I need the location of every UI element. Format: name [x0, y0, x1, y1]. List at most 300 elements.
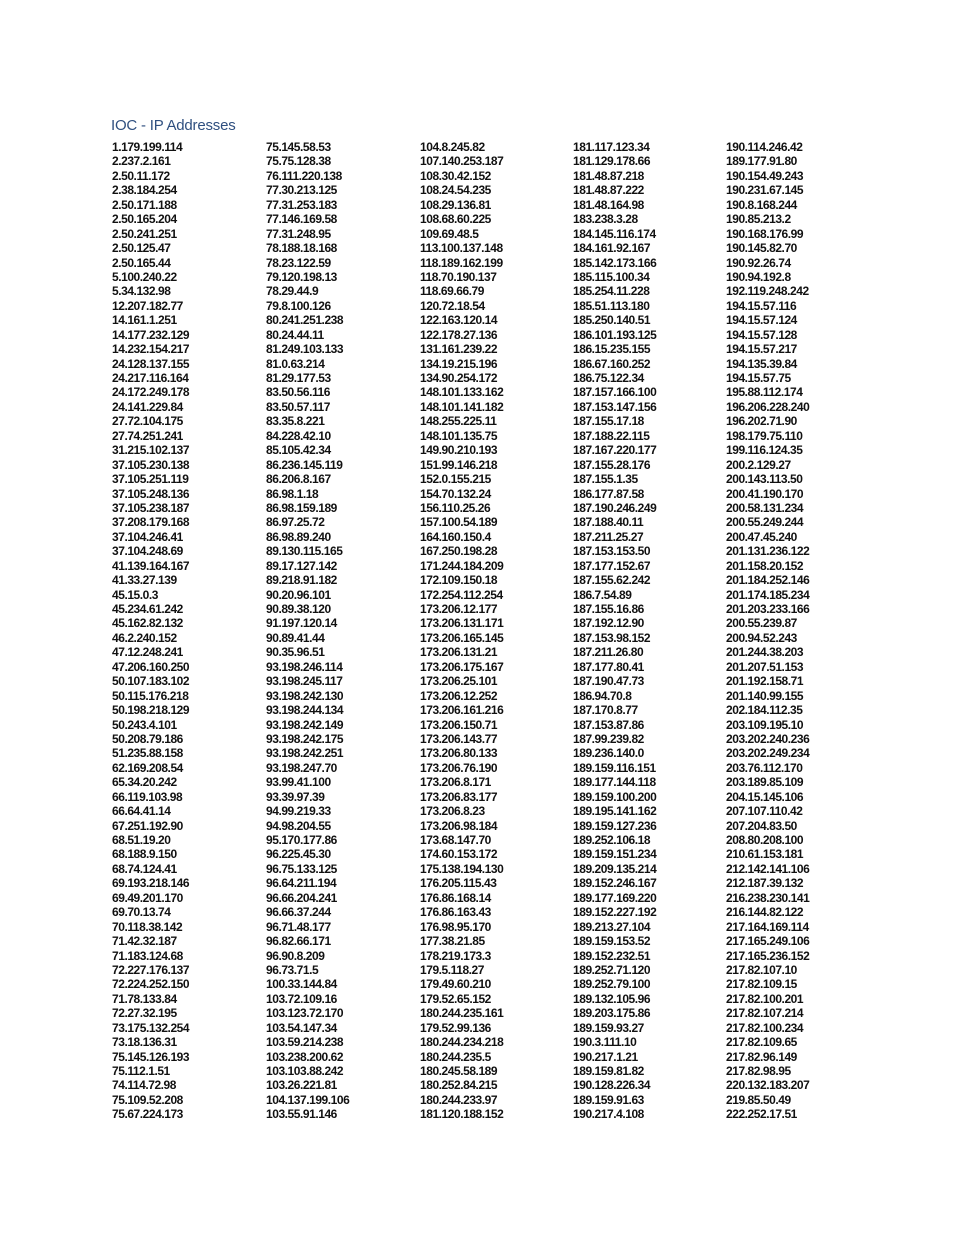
ip-address: 187.153.87.86	[573, 717, 644, 732]
ip-address: 152.0.155.215	[420, 472, 491, 487]
ip-address: 83.50.56.116	[266, 385, 331, 400]
ip-address: 189.213.27.104	[573, 919, 651, 934]
ip-address: 190.145.82.70	[726, 241, 797, 256]
ip-address: 194.15.57.124	[726, 313, 797, 328]
ip-address: 189.159.93.27	[573, 1020, 644, 1035]
ip-address: 187.211.26.80	[573, 645, 644, 660]
ip-address: 91.197.120.14	[266, 616, 337, 631]
ip-address: 186.177.87.58	[573, 486, 644, 501]
ip-address: 93.198.244.134	[266, 703, 344, 718]
ip-address: 173.206.175.167	[420, 659, 504, 674]
ip-address: 185.254.11.228	[573, 284, 650, 299]
ip-address: 37.105.238.187	[112, 500, 190, 515]
ip-address: 173.206.12.252	[420, 688, 498, 703]
ip-address: 171.244.184.209	[420, 558, 504, 573]
ip-address: 180.245.58.189	[420, 1064, 498, 1078]
ip-column-5	[726, 140, 809, 1122]
ip-address: 50.198.218.129	[112, 703, 190, 718]
ip-address: 85.105.42.34	[266, 443, 331, 458]
ip-address: 217.82.100.234	[726, 1020, 804, 1035]
ip-address: 2.50.125.47	[112, 241, 171, 256]
ip-address: 37.104.246.41	[112, 529, 183, 544]
ip-address: 176.98.95.170	[420, 919, 491, 934]
ip-address: 37.208.179.168	[112, 515, 190, 530]
ip-address: 93.39.97.39	[266, 789, 325, 804]
ip-address: 2.237.2.161	[112, 154, 171, 169]
ip-address: 68.188.9.150	[112, 847, 177, 862]
ip-address: 217.165.249.106	[726, 934, 810, 949]
ip-address: 183.238.3.28	[573, 212, 638, 227]
ip-address: 175.138.194.130	[420, 861, 504, 876]
ip-column-4	[573, 140, 656, 1122]
ip-address: 200.94.52.243	[726, 630, 797, 645]
ip-address: 189.177.144.118	[573, 775, 656, 790]
ip-address: 173.206.150.71	[420, 717, 498, 732]
ip-address: 189.159.127.236	[573, 818, 657, 833]
ip-address: 51.235.88.158	[112, 746, 183, 761]
ip-address: 178.219.173.3	[420, 948, 491, 963]
ip-address: 67.251.192.90	[112, 818, 183, 833]
ip-address: 216.238.230.141	[726, 890, 810, 905]
ip-address: 75.112.1.51	[112, 1064, 170, 1078]
ip-address: 2.50.171.188	[112, 197, 177, 212]
ip-address: 179.49.60.210	[420, 977, 491, 992]
ip-address: 72.227.176.137	[112, 962, 190, 977]
ip-address: 122.163.120.14	[420, 313, 498, 328]
ip-address: 94.99.219.33	[266, 804, 331, 819]
ip-address: 62.169.208.54	[112, 760, 183, 775]
ip-address: 173.206.12.177	[420, 602, 498, 616]
ip-address: 93.198.242.175	[266, 731, 344, 746]
ip-address: 217.82.107.214	[726, 1006, 804, 1021]
ip-address: 86.206.8.167	[266, 472, 331, 487]
ip-address: 179.52.65.152	[420, 991, 491, 1006]
ip-address: 176.86.168.14	[420, 890, 491, 905]
ip-address: 93.198.246.114	[266, 659, 343, 674]
ip-address: 180.244.235.161	[420, 1006, 504, 1021]
ip-address: 24.141.229.84	[112, 399, 183, 414]
ip-address: 41.33.27.139	[112, 573, 177, 588]
ip-address: 187.170.8.77	[573, 703, 638, 718]
ip-address: 187.153.98.152	[573, 630, 651, 645]
ip-address: 201.207.51.153	[726, 659, 804, 674]
ip-address: 189.152.227.192	[573, 905, 657, 920]
ip-address: 207.107.110.42	[726, 804, 803, 819]
ip-address: 185.51.113.180	[573, 298, 650, 313]
ip-address: 189.236.140.0	[573, 746, 644, 761]
ip-address: 180.244.235.5	[420, 1049, 491, 1064]
ip-address: 104.8.245.82	[420, 140, 485, 154]
ip-address: 190.217.4.108	[573, 1107, 644, 1122]
ip-address: 217.82.98.95	[726, 1064, 791, 1078]
ip-address: 90.20.96.101	[266, 587, 331, 602]
ip-address: 118.70.190.137	[420, 269, 497, 284]
ip-address: 196.202.71.90	[726, 414, 797, 429]
ip-address: 187.190.47.73	[573, 674, 644, 689]
page-title: IOC - IP Addresses	[111, 117, 236, 134]
ip-address: 5.100.240.22	[112, 269, 177, 284]
ip-address: 81.29.177.53	[266, 371, 331, 385]
ip-address: 14.177.232.129	[112, 327, 190, 342]
ip-address: 46.2.240.152	[112, 630, 177, 645]
ip-address: 24.217.116.164	[112, 371, 189, 385]
ip-address: 93.198.245.117	[266, 674, 343, 689]
ip-address: 41.139.164.167	[112, 558, 190, 573]
ip-address: 180.252.84.215	[420, 1078, 498, 1093]
ip-address: 202.184.112.35	[726, 703, 803, 718]
ip-address: 190.217.1.21	[573, 1049, 638, 1064]
ip-address: 187.99.239.82	[573, 731, 644, 746]
ip-address: 89.218.91.182	[266, 573, 337, 588]
ip-address: 179.5.118.27	[420, 962, 485, 977]
ip-address: 68.74.124.41	[112, 861, 177, 876]
ip-address: 208.80.208.100	[726, 833, 804, 847]
ip-address: 2.50.11.172	[112, 168, 170, 183]
ip-address: 173.68.147.70	[420, 833, 491, 847]
ip-address: 50.107.183.102	[112, 674, 190, 689]
ip-address: 103.26.221.81	[266, 1078, 337, 1093]
ip-address: 31.215.102.137	[112, 443, 190, 458]
ip-address: 217.164.169.114	[726, 919, 809, 934]
ip-address: 103.238.200.62	[266, 1049, 344, 1064]
ip-address: 27.74.251.241	[112, 428, 183, 443]
ip-address: 201.174.185.234	[726, 587, 810, 602]
ip-address: 186.101.193.125	[573, 327, 657, 342]
ip-address: 37.105.230.138	[112, 457, 190, 472]
ip-address: 189.152.232.51	[573, 948, 651, 963]
ip-address: 93.198.247.70	[266, 760, 337, 775]
ip-address: 200.58.131.234	[726, 500, 804, 515]
ip-address: 200.47.45.240	[726, 529, 797, 544]
ip-address: 118.69.66.79	[420, 284, 485, 299]
ip-address: 113.100.137.148	[420, 241, 503, 256]
ip-address: 187.153.153.50	[573, 544, 651, 559]
ip-address: 122.178.27.136	[420, 327, 498, 342]
ip-address: 103.72.109.16	[266, 991, 337, 1006]
ip-address: 190.3.111.10	[573, 1035, 637, 1050]
ip-address: 131.161.239.22	[420, 342, 498, 357]
ip-address: 194.15.57.128	[726, 327, 797, 342]
ip-address: 217.82.109.15	[726, 977, 797, 992]
ip-address: 186.7.54.89	[573, 587, 632, 602]
ip-address: 2.38.184.254	[112, 183, 177, 198]
ip-address: 69.70.13.74	[112, 905, 171, 920]
ip-address: 176.205.115.43	[420, 876, 497, 891]
ip-address: 185.142.173.166	[573, 255, 657, 270]
ip-address: 148.101.135.75	[420, 428, 498, 443]
ip-address: 190.85.213.2	[726, 212, 791, 227]
ip-address: 189.252.71.120	[573, 962, 651, 977]
ip-address: 180.244.233.97	[420, 1092, 498, 1107]
ip-address: 108.24.54.235	[420, 183, 491, 198]
ip-address: 173.206.83.177	[420, 789, 498, 804]
ip-address: 93.99.41.100	[266, 775, 331, 790]
ip-address: 173.206.165.145	[420, 630, 504, 645]
ip-address: 45.162.82.132	[112, 616, 183, 631]
ip-address: 83.35.8.221	[266, 414, 325, 429]
ip-address: 189.159.153.52	[573, 934, 651, 949]
ip-address: 157.100.54.189	[420, 515, 498, 530]
ip-address: 189.195.141.162	[573, 804, 657, 819]
ip-address: 199.116.124.35	[726, 443, 803, 458]
ip-address: 154.70.132.24	[420, 486, 491, 501]
ip-address: 96.73.71.5	[266, 962, 319, 977]
ip-address: 186.67.160.252	[573, 356, 651, 371]
ip-address: 1.179.199.114	[112, 140, 183, 154]
ip-address: 173.206.143.77	[420, 731, 498, 746]
ip-address: 173.206.98.184	[420, 818, 498, 833]
ip-address: 192.119.248.242	[726, 284, 809, 299]
ip-address: 194.15.57.75	[726, 371, 791, 385]
ip-address: 78.23.122.59	[266, 255, 331, 270]
ip-address: 173.206.131.171	[420, 616, 504, 631]
ip-address: 173.206.25.101	[420, 674, 498, 689]
ip-address: 184.161.92.167	[573, 241, 651, 256]
ip-address: 75.145.58.53	[266, 140, 331, 154]
ip-address: 189.177.91.80	[726, 154, 797, 169]
ip-address: 118.189.162.199	[420, 255, 503, 270]
ip-address: 66.64.41.14	[112, 804, 171, 819]
ip-address: 187.192.12.90	[573, 616, 644, 631]
ip-address: 103.103.88.242	[266, 1064, 344, 1078]
ip-address: 180.244.234.218	[420, 1035, 504, 1050]
ip-address: 187.157.166.100	[573, 385, 657, 400]
ip-address: 37.105.248.136	[112, 486, 190, 501]
ip-address: 80.241.251.238	[266, 313, 344, 328]
ip-address: 75.145.126.193	[112, 1049, 190, 1064]
ip-address: 151.99.146.218	[420, 457, 498, 472]
ip-address: 86.98.1.18	[266, 486, 319, 501]
ip-address: 201.192.158.71	[726, 674, 804, 689]
ip-column-3	[420, 140, 503, 1122]
ip-address: 203.76.112.170	[726, 760, 803, 775]
ip-address: 220.132.183.207	[726, 1078, 810, 1093]
ip-address: 200.2.129.27	[726, 457, 791, 472]
ip-address: 173.206.131.21	[420, 645, 498, 660]
ip-address: 86.97.25.72	[266, 515, 325, 530]
ip-address: 187.167.220.177	[573, 443, 657, 458]
ip-address: 72.224.252.150	[112, 977, 190, 992]
ip-address: 109.69.48.5	[420, 226, 479, 241]
ip-address: 173.206.8.23	[420, 804, 485, 819]
ip-address: 84.228.42.10	[266, 428, 331, 443]
ip-address: 201.131.236.122	[726, 544, 810, 559]
ip-address: 86.98.159.189	[266, 500, 337, 515]
ip-address: 190.128.226.34	[573, 1078, 651, 1093]
ip-address: 187.188.40.11	[573, 515, 644, 530]
ip-address: 77.31.253.183	[266, 197, 337, 212]
ip-address: 72.27.32.195	[112, 1006, 177, 1021]
ip-address: 190.114.246.42	[726, 140, 803, 154]
ip-address: 103.54.147.34	[266, 1020, 337, 1035]
ip-address: 200.55.239.87	[726, 616, 797, 631]
ip-address: 50.208.79.186	[112, 731, 183, 746]
ip-address: 12.207.182.77	[112, 298, 183, 313]
ip-address: 184.145.116.174	[573, 226, 656, 241]
ip-address: 24.128.137.155	[112, 356, 190, 371]
ip-address: 217.82.109.65	[726, 1035, 797, 1050]
ip-address: 96.225.45.30	[266, 847, 331, 862]
ip-address: 164.160.150.4	[420, 529, 491, 544]
ip-address: 73.18.136.31	[112, 1035, 177, 1050]
ip-address: 2.50.241.251	[112, 226, 177, 241]
ip-address: 172.109.150.18	[420, 573, 498, 588]
ip-address: 96.66.204.241	[266, 890, 337, 905]
ip-address: 68.51.19.20	[112, 833, 171, 847]
ip-address: 187.155.62.242	[573, 573, 651, 588]
ip-address: 198.179.75.110	[726, 428, 803, 443]
ip-address: 93.198.242.149	[266, 717, 344, 732]
ip-address: 190.168.176.99	[726, 226, 804, 241]
ip-address: 185.250.140.51	[573, 313, 651, 328]
ip-address: 177.38.21.85	[420, 934, 485, 949]
ip-address: 45.234.61.242	[112, 602, 183, 616]
ip-address: 217.82.96.149	[726, 1049, 797, 1064]
ip-address: 69.193.218.146	[112, 876, 190, 891]
ip-address: 100.33.144.84	[266, 977, 337, 992]
ip-address: 89.17.127.142	[266, 558, 337, 573]
ip-address: 75.109.52.208	[112, 1092, 183, 1107]
ip-address: 203.189.85.109	[726, 775, 804, 790]
ip-column-2	[266, 140, 349, 1122]
ip-address: 187.177.80.41	[573, 659, 644, 674]
ip-address: 45.15.0.3	[112, 587, 158, 602]
ip-address: 73.175.132.254	[112, 1020, 190, 1035]
ip-address: 190.231.67.145	[726, 183, 804, 198]
ip-address: 108.30.42.152	[420, 168, 491, 183]
ip-address: 71.78.133.84	[112, 991, 177, 1006]
ip-address: 203.109.195.10	[726, 717, 804, 732]
ip-address: 70.118.38.142	[112, 919, 183, 934]
ip-address: 181.129.178.66	[573, 154, 651, 169]
ip-address: 187.188.22.115	[573, 428, 650, 443]
ip-address: 89.130.115.165	[266, 544, 343, 559]
ip-address: 181.120.188.152	[420, 1107, 504, 1122]
ip-address: 14.161.1.251	[112, 313, 177, 328]
ip-address: 75.75.128.38	[266, 154, 331, 169]
ip-address: 217.82.100.201	[726, 991, 804, 1006]
ip-address: 186.15.235.155	[573, 342, 651, 357]
ip-address: 189.132.105.96	[573, 991, 651, 1006]
ip-address: 96.64.211.194	[266, 876, 337, 891]
ip-address: 50.115.176.218	[112, 688, 189, 703]
ip-address: 108.68.60.225	[420, 212, 491, 227]
ip-address: 96.71.48.177	[266, 919, 331, 934]
ip-address: 201.184.252.146	[726, 573, 810, 588]
ip-address: 190.94.192.8	[726, 269, 791, 284]
ip-address: 196.206.228.240	[726, 399, 810, 414]
ip-address: 134.19.215.196	[420, 356, 498, 371]
ip-address: 90.89.41.44	[266, 630, 325, 645]
ip-address: 201.140.99.155	[726, 688, 804, 703]
ip-address: 149.90.210.193	[420, 443, 498, 458]
ip-address: 14.232.154.217	[112, 342, 190, 357]
ip-address: 156.110.25.26	[420, 500, 491, 515]
ip-address: 120.72.18.54	[420, 298, 485, 313]
ip-address: 174.60.153.172	[420, 847, 498, 862]
ip-address: 194.15.57.217	[726, 342, 797, 357]
ip-address: 187.190.246.249	[573, 500, 657, 515]
ip-address: 219.85.50.49	[726, 1092, 791, 1107]
ip-address: 200.143.113.50	[726, 472, 803, 487]
ip-address: 189.152.246.167	[573, 876, 657, 891]
ip-address: 78.29.44.9	[266, 284, 319, 299]
ip-address: 103.55.91.146	[266, 1107, 337, 1122]
ip-address: 187.155.16.86	[573, 602, 644, 616]
ip-address: 181.48.87.218	[573, 168, 644, 183]
ip-address: 80.24.44.11	[266, 327, 324, 342]
ip-address: 107.140.253.187	[420, 154, 504, 169]
ip-address: 86.236.145.119	[266, 457, 343, 472]
ip-address: 189.159.81.82	[573, 1064, 644, 1078]
ip-address: 71.42.32.187	[112, 934, 177, 949]
ip-address: 66.119.103.98	[112, 789, 183, 804]
ip-address: 37.104.248.69	[112, 544, 183, 559]
ip-address: 90.89.38.120	[266, 602, 331, 616]
ip-address: 94.98.204.55	[266, 818, 331, 833]
ip-address: 173.206.76.190	[420, 760, 498, 775]
ip-address: 181.48.164.98	[573, 197, 644, 212]
ip-address: 24.172.249.178	[112, 385, 190, 400]
ip-address: 148.255.225.11	[420, 414, 497, 429]
ip-address: 200.41.190.170	[726, 486, 804, 501]
ip-address: 186.75.122.34	[573, 371, 644, 385]
ip-address: 78.188.18.168	[266, 241, 337, 256]
ip-address: 189.177.169.220	[573, 890, 657, 905]
ip-address: 172.254.112.254	[420, 587, 503, 602]
ip-address: 217.165.236.152	[726, 948, 810, 963]
ip-address: 187.155.1.35	[573, 472, 638, 487]
ip-address: 108.29.136.81	[420, 197, 491, 212]
ip-address: 187.155.17.18	[573, 414, 644, 429]
ip-address: 190.8.168.244	[726, 197, 797, 212]
ip-address: 194.135.39.84	[726, 356, 797, 371]
ip-address: 93.198.242.251	[266, 746, 344, 761]
ip-address: 148.101.133.162	[420, 385, 504, 400]
ip-address: 77.31.248.95	[266, 226, 331, 241]
ip-address: 195.88.112.174	[726, 385, 803, 400]
ip-address: 76.111.220.138	[266, 168, 342, 183]
ip-address: 103.123.72.170	[266, 1006, 344, 1021]
ip-address: 201.158.20.152	[726, 558, 804, 573]
ip-address: 173.206.8.171	[420, 775, 491, 790]
ip-address: 83.50.57.117	[266, 399, 331, 414]
ip-address: 190.154.49.243	[726, 168, 804, 183]
ip-address: 2.50.165.44	[112, 255, 171, 270]
ip-address: 27.72.104.175	[112, 414, 183, 429]
ip-address: 69.49.201.170	[112, 890, 183, 905]
ip-address: 96.66.37.244	[266, 905, 331, 920]
ip-address: 47.206.160.250	[112, 659, 190, 674]
ip-address: 207.204.83.50	[726, 818, 797, 833]
ip-address: 210.61.153.181	[726, 847, 804, 862]
ip-address: 189.159.151.234	[573, 847, 657, 862]
ip-address: 173.206.161.216	[420, 703, 504, 718]
ip-address: 134.90.254.172	[420, 371, 498, 385]
ip-address: 71.183.124.68	[112, 948, 183, 963]
ip-address: 200.55.249.244	[726, 515, 804, 530]
ip-column-1	[112, 140, 189, 1122]
ip-address: 96.75.133.125	[266, 861, 337, 876]
ip-address: 90.35.96.51	[266, 645, 325, 660]
ip-address: 75.67.224.173	[112, 1107, 183, 1122]
ip-address: 181.48.87.222	[573, 183, 644, 198]
ip-address: 96.82.66.171	[266, 934, 331, 949]
ip-address: 217.82.107.10	[726, 962, 797, 977]
ip-address: 189.159.91.63	[573, 1092, 644, 1107]
ip-address: 81.0.63.214	[266, 356, 325, 371]
ip-address: 167.250.198.28	[420, 544, 498, 559]
